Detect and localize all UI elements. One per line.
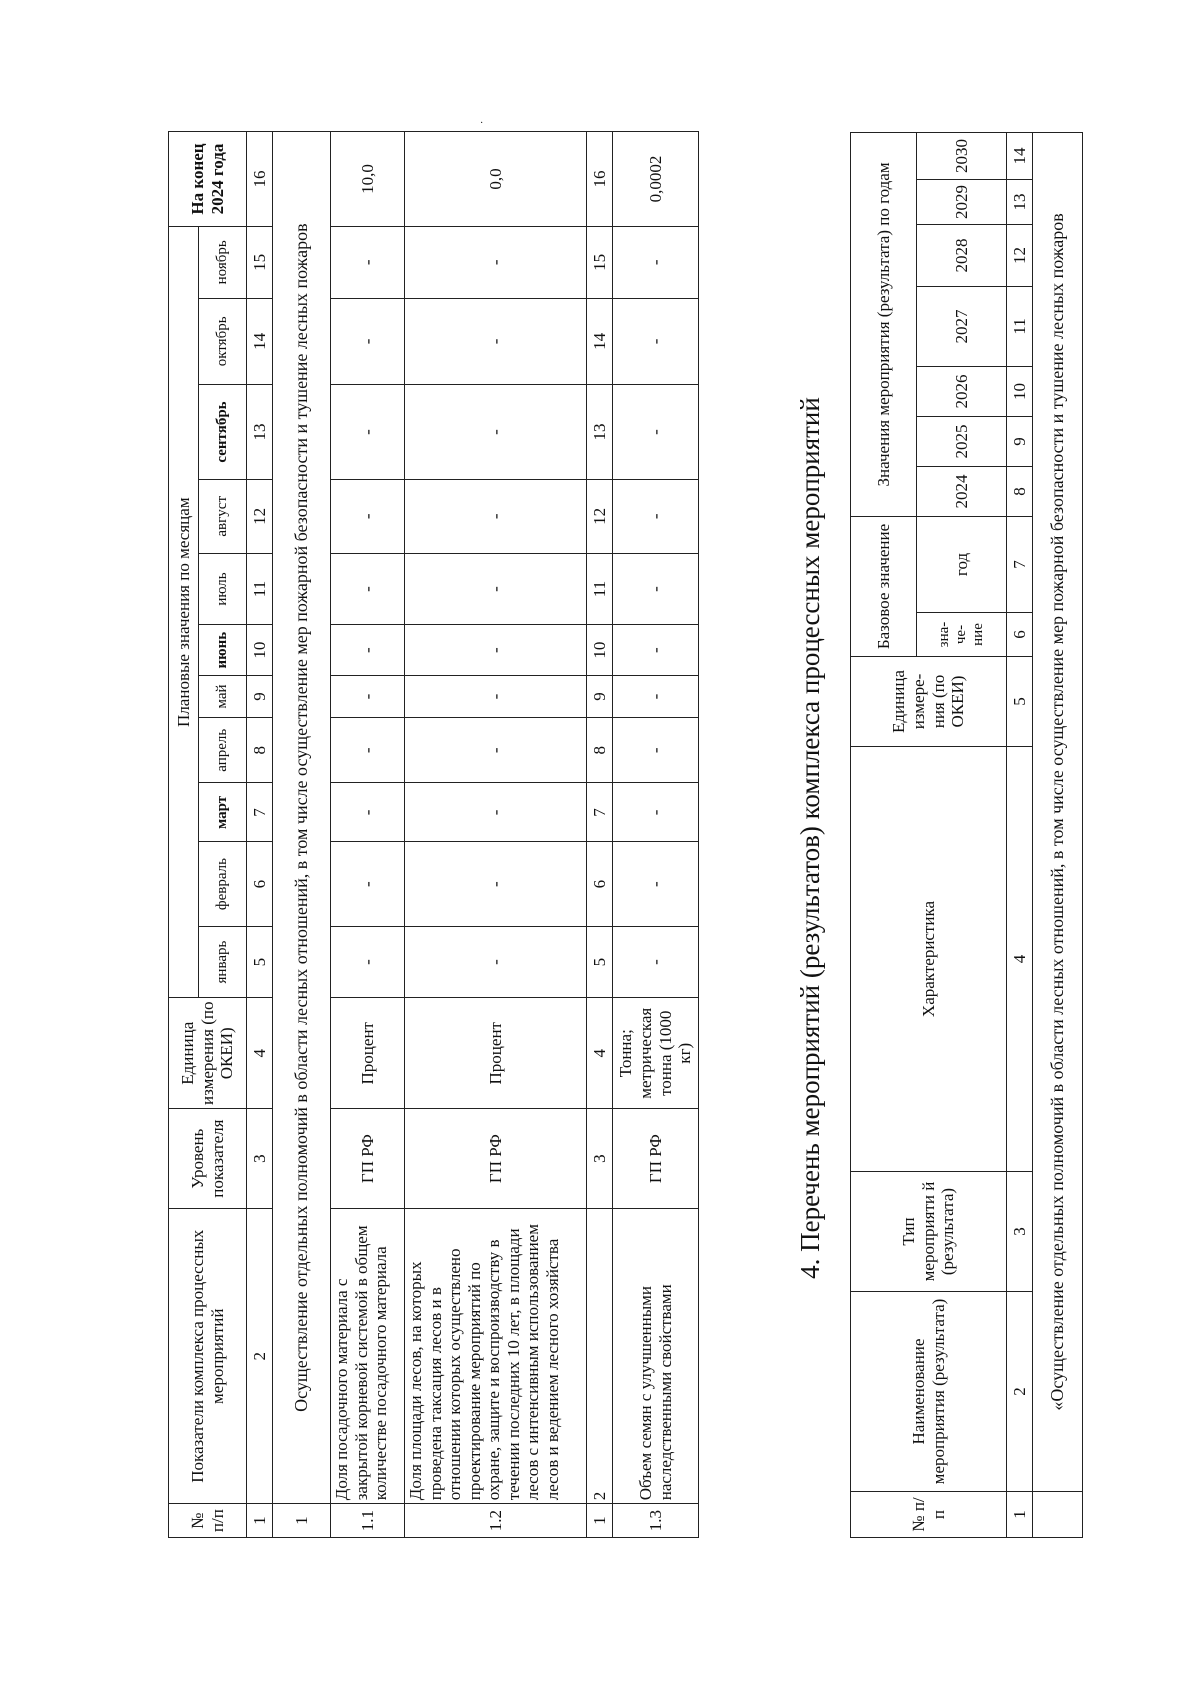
row-month-value: - <box>331 553 405 625</box>
row-month-value: - <box>613 625 699 676</box>
col-number: 11 <box>1007 286 1033 366</box>
col-number: 1 <box>587 1504 613 1538</box>
table-row <box>613 132 699 1538</box>
col-number: 1 <box>247 1504 273 1538</box>
row-month-value: - <box>405 675 587 717</box>
header-num: № п/ п <box>851 1492 1007 1538</box>
header-base: Базовое значение <box>851 516 917 656</box>
col-number: 5 <box>587 926 613 998</box>
year-header: 2025 <box>917 416 1007 466</box>
row-month-value: - <box>613 718 699 783</box>
col-number: 2 <box>1007 1292 1033 1492</box>
col-number: 2 <box>247 1209 273 1504</box>
header-row-1 <box>169 132 199 1538</box>
section-title: «Осуществление отдельных полномочий в области лесных отношений, в том числе осуществление мер пожарной безопасности и тушение лесных пожаров <box>1033 132 1083 1491</box>
col-number: 13 <box>587 385 613 480</box>
row-month-value: - <box>613 783 699 842</box>
header-unit: Единица измере- ния (по ОКЕИ) <box>851 657 1007 747</box>
col-number: 14 <box>1007 132 1033 179</box>
header-values: Значения мероприятия (результата) по годам <box>851 132 917 516</box>
section-title: Осуществление отдельных полномочий в области лесных отношений, в том числе осуществление мер пожарной безопасности и тушение лесных пожаров <box>273 132 331 1504</box>
col-number: 9 <box>587 675 613 717</box>
header-base-year: год <box>917 516 1007 612</box>
col-number: 4 <box>247 998 273 1109</box>
col-number: 12 <box>1007 224 1033 286</box>
col-number: 7 <box>1007 516 1033 612</box>
col-number: 7 <box>587 783 613 842</box>
row-month-value: - <box>331 385 405 480</box>
col-number: 10 <box>247 625 273 676</box>
col-number: 9 <box>247 675 273 717</box>
col-number: 15 <box>587 226 613 298</box>
col-number: 4 <box>587 998 613 1109</box>
row-month-value: - <box>613 675 699 717</box>
month-header: июнь <box>199 625 247 676</box>
col-number: 11 <box>587 553 613 625</box>
row-month-value: - <box>613 298 699 384</box>
scan-mark: · <box>480 118 484 129</box>
row-name: Объем семян с улучшенными наследственными свойствами <box>613 1209 699 1504</box>
col-number: 10 <box>587 625 613 676</box>
row-month-value: - <box>331 625 405 676</box>
row-month-value: - <box>405 625 587 676</box>
header-type: Тип мероприяти й (результата) <box>851 1172 1007 1292</box>
col-number: 14 <box>247 298 273 384</box>
indicators-table <box>168 131 699 1538</box>
col-number: 16 <box>587 132 613 227</box>
row-month-value: - <box>405 385 587 480</box>
col-number: 13 <box>1007 179 1033 224</box>
row-name: Доля площади лесов, на которых проведена таксация лесов и в отношении которых осуществлено проектирование мероприятий по охране, защите и воспроизводству в течении последних 10 лет, в площади лесов с интенсивным использованием лесов и ведением лесного хозяйства <box>405 1209 587 1504</box>
col-number: 16 <box>247 132 273 227</box>
row-month-value: - <box>613 842 699 926</box>
month-header: март <box>199 783 247 842</box>
row-month-value: - <box>405 226 587 298</box>
row-month-value: - <box>405 926 587 998</box>
section-heading: 4. Перечень мероприятий (результатов) комплекса процессных мероприятий <box>795 397 825 1279</box>
header-level: Уровень показателя <box>169 1109 247 1209</box>
row-month-value: - <box>613 926 699 998</box>
col-number: 3 <box>587 1109 613 1209</box>
header-num: № п/п <box>169 1504 247 1538</box>
table-row <box>405 132 587 1538</box>
row-end-value: 0,0002 <box>613 132 699 227</box>
header-end: На конец 2024 года <box>169 132 247 227</box>
row-month-value: - <box>613 226 699 298</box>
row-month-value: - <box>331 783 405 842</box>
month-header: апрель <box>199 718 247 783</box>
header-characteristic: Характеристика <box>851 747 1007 1172</box>
col-number: 13 <box>247 385 273 480</box>
section-row <box>273 132 331 1538</box>
row-month-value: - <box>405 298 587 384</box>
header-name: Показатели комплекса процессных мероприятий <box>169 1209 247 1504</box>
row-name: Доля посадочного материала с закрытой корневой системой в общем количестве посадочного материала <box>331 1209 405 1504</box>
row-month-value: - <box>405 842 587 926</box>
month-header: май <box>199 675 247 717</box>
year-header: 2026 <box>917 366 1007 416</box>
header-planned: Плановые значения по месяцам <box>169 226 199 997</box>
col-number: 11 <box>247 553 273 625</box>
row-level: ГП РФ <box>331 1109 405 1209</box>
measures-table <box>850 132 1083 1538</box>
header-unit: Единица измерения (по ОКЕИ) <box>169 998 247 1109</box>
repeat-header-row <box>587 132 613 1538</box>
year-header: 2029 <box>917 179 1007 224</box>
row-unit: Процент <box>405 998 587 1109</box>
month-header: январь <box>199 926 247 998</box>
header-base-value: зна- че- ние <box>917 613 1007 657</box>
col-number: 6 <box>247 842 273 926</box>
col-number: 12 <box>247 479 273 553</box>
row-month-value: - <box>613 553 699 625</box>
col-number: 8 <box>1007 466 1033 516</box>
col-number: 8 <box>587 718 613 783</box>
month-header: сентябрь <box>199 385 247 480</box>
row-end-value: 10,0 <box>331 132 405 227</box>
month-header: июль <box>199 553 247 625</box>
section-num: 1 <box>273 1504 331 1538</box>
col-number: 1 <box>1007 1492 1033 1538</box>
col-number: 3 <box>1007 1172 1033 1292</box>
col-number: 5 <box>1007 657 1033 747</box>
col-number: 10 <box>1007 366 1033 416</box>
row-month-value: - <box>331 718 405 783</box>
row-end-value: 0,0 <box>405 132 587 227</box>
col-number: 6 <box>587 842 613 926</box>
row-month-value: - <box>405 479 587 553</box>
row-num: 1.3 <box>613 1504 699 1538</box>
header-row-1 <box>851 132 917 1537</box>
row-unit: Тонна; метрическая тонна (1000 кг) <box>613 998 699 1109</box>
section-row <box>1033 132 1083 1537</box>
col-number: 7 <box>247 783 273 842</box>
year-header: 2027 <box>917 286 1007 366</box>
row-month-value: - <box>405 718 587 783</box>
row-month-value: - <box>331 675 405 717</box>
col-number: 9 <box>1007 416 1033 466</box>
year-header: 2024 <box>917 466 1007 516</box>
column-numbers-row <box>247 132 273 1538</box>
month-header: август <box>199 479 247 553</box>
row-month-value: - <box>405 783 587 842</box>
year-header: 2028 <box>917 224 1007 286</box>
col-number: 6 <box>1007 613 1033 657</box>
row-month-value: - <box>331 226 405 298</box>
month-header: февраль <box>199 842 247 926</box>
row-num: 1.2 <box>405 1504 587 1538</box>
row-unit: Процент <box>331 998 405 1109</box>
row-month-value: - <box>331 926 405 998</box>
col-number: 4 <box>1007 747 1033 1172</box>
col-number: 14 <box>587 298 613 384</box>
col-number: 8 <box>247 718 273 783</box>
col-number: 12 <box>587 479 613 553</box>
row-month-value: - <box>331 479 405 553</box>
section-num-empty <box>1033 1492 1083 1538</box>
month-header: октябрь <box>199 298 247 384</box>
col-number: 5 <box>247 926 273 998</box>
col-number: 3 <box>247 1109 273 1209</box>
row-month-value: - <box>613 385 699 480</box>
header-name: Наименование мероприятия (результата) <box>851 1292 1007 1492</box>
row-month-value: - <box>405 553 587 625</box>
col-number: 15 <box>247 226 273 298</box>
col-number: 2 <box>587 1209 613 1504</box>
column-numbers-row <box>1007 132 1033 1537</box>
row-num: 1.1 <box>331 1504 405 1538</box>
month-header: ноябрь <box>199 226 247 298</box>
row-month-value: - <box>331 842 405 926</box>
row-month-value: - <box>613 479 699 553</box>
year-header: 2030 <box>917 132 1007 179</box>
row-month-value: - <box>331 298 405 384</box>
table-row <box>331 132 405 1538</box>
row-level: ГП РФ <box>405 1109 587 1209</box>
row-level: ГП РФ <box>613 1109 699 1209</box>
